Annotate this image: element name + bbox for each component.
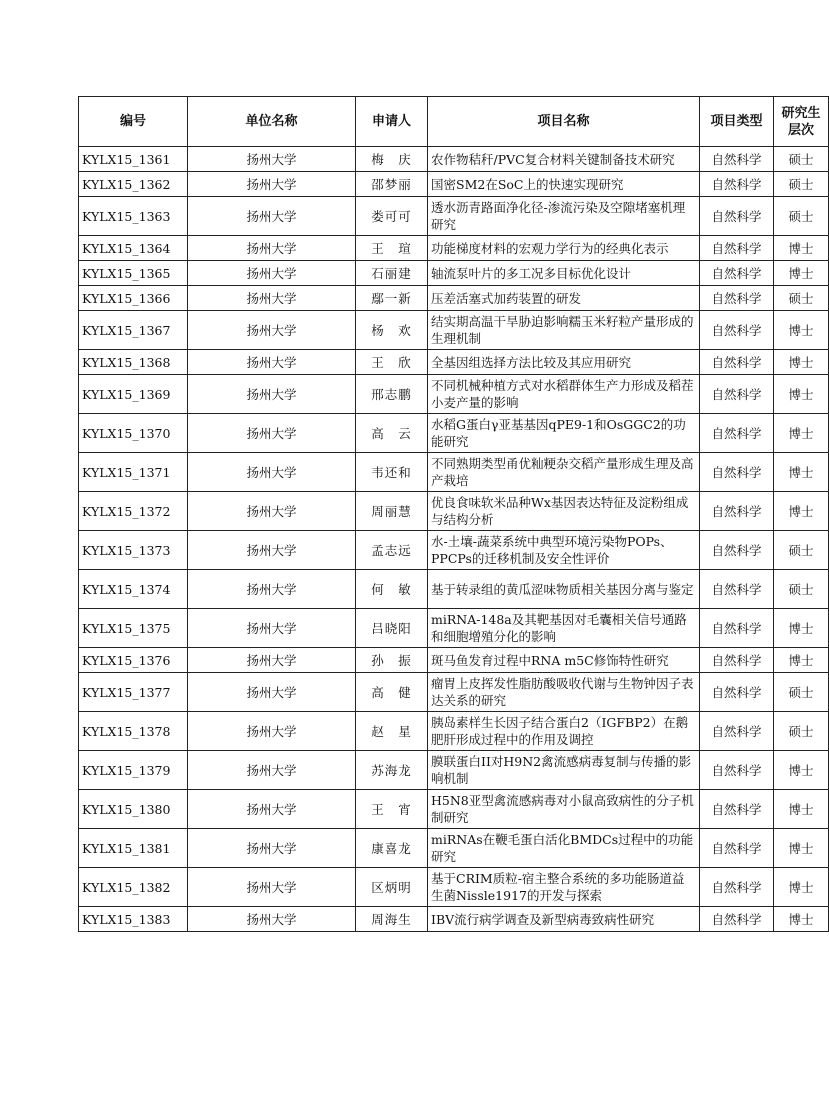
cell-applicant: 杨 欢 <box>356 311 428 350</box>
cell-unit: 扬州大学 <box>188 648 356 673</box>
table-row <box>79 868 829 907</box>
cell-applicant: 何 敏 <box>356 570 428 609</box>
cell-level: 博士 <box>774 790 829 829</box>
cell-code: KYLX15_1377 <box>79 673 188 712</box>
cell-unit: 扬州大学 <box>188 907 356 932</box>
cell-code: KYLX15_1370 <box>79 414 188 453</box>
table-row <box>79 531 829 570</box>
cell-project: 国密SM2在SoC上的快速实现研究 <box>428 172 700 197</box>
cell-code: KYLX15_1376 <box>79 648 188 673</box>
cell-level: 博士 <box>774 868 829 907</box>
cell-type: 自然科学 <box>700 673 774 712</box>
cell-level: 硕士 <box>774 172 829 197</box>
cell-project: 胰岛素样生长因子结合蛋白2（IGFBP2）在鹅肥肝形成过程中的作用及调控 <box>428 712 700 751</box>
header-level-line: 层次 <box>787 122 814 138</box>
cell-type: 自然科学 <box>700 531 774 570</box>
cell-code: KYLX15_1367 <box>79 311 188 350</box>
header-unit: 单位名称 <box>188 97 356 147</box>
cell-level: 博士 <box>774 907 829 932</box>
cell-type: 自然科学 <box>700 609 774 648</box>
cell-unit: 扬州大学 <box>188 414 356 453</box>
cell-unit: 扬州大学 <box>188 868 356 907</box>
cell-applicant: 邵梦丽 <box>356 172 428 197</box>
cell-unit: 扬州大学 <box>188 790 356 829</box>
cell-type: 自然科学 <box>700 868 774 907</box>
cell-applicant: 苏海龙 <box>356 751 428 790</box>
table-row <box>79 790 829 829</box>
cell-type: 自然科学 <box>700 453 774 492</box>
cell-code: KYLX15_1378 <box>79 712 188 751</box>
cell-level: 博士 <box>774 492 829 531</box>
table-row <box>79 453 829 492</box>
table-row <box>79 751 829 790</box>
cell-project: H5N8亚型禽流感病毒对小鼠高致病性的分子机制研究 <box>428 790 700 829</box>
table-row <box>79 492 829 531</box>
cell-unit: 扬州大学 <box>188 197 356 236</box>
cell-level: 硕士 <box>774 286 829 311</box>
cell-applicant: 王 瑄 <box>356 236 428 261</box>
table-row <box>79 907 829 932</box>
cell-applicant: 周海生 <box>356 907 428 932</box>
table-row <box>79 286 829 311</box>
cell-level: 硕士 <box>774 147 829 172</box>
cell-applicant: 韦还和 <box>356 453 428 492</box>
cell-project: 农作物秸秆/PVC复合材料关键制备技术研究 <box>428 147 700 172</box>
cell-type: 自然科学 <box>700 790 774 829</box>
cell-unit: 扬州大学 <box>188 236 356 261</box>
table-row <box>79 375 829 414</box>
cell-type: 自然科学 <box>700 147 774 172</box>
cell-project: 基于转录组的黄瓜涩味物质相关基因分离与鉴定 <box>428 570 700 609</box>
cell-applicant: 高 健 <box>356 673 428 712</box>
cell-project: 全基因组选择方法比较及其应用研究 <box>428 350 700 375</box>
cell-code: KYLX15_1382 <box>79 868 188 907</box>
table-body <box>79 147 829 932</box>
cell-project: 基于CRIM质粒-宿主整合系统的多功能肠道益生菌Nissle1917的开发与探索 <box>428 868 700 907</box>
table-row <box>79 147 829 172</box>
cell-type: 自然科学 <box>700 311 774 350</box>
cell-applicant: 孟志远 <box>356 531 428 570</box>
cell-applicant: 吕晓阳 <box>356 609 428 648</box>
cell-applicant: 高 云 <box>356 414 428 453</box>
cell-applicant: 孙 振 <box>356 648 428 673</box>
cell-project: 不同机械种植方式对水稻群体生产力形成及稻茬小麦产量的影响 <box>428 375 700 414</box>
cell-unit: 扬州大学 <box>188 531 356 570</box>
cell-code: KYLX15_1379 <box>79 751 188 790</box>
cell-code: KYLX15_1364 <box>79 236 188 261</box>
cell-applicant: 邢志鹏 <box>356 375 428 414</box>
cell-level: 硕士 <box>774 531 829 570</box>
cell-applicant: 区炳明 <box>356 868 428 907</box>
cell-level: 博士 <box>774 609 829 648</box>
cell-project: 水-土壤-蔬菜系统中典型环境污染物POPs、PPCPs的迁移机制及安全性评价 <box>428 531 700 570</box>
cell-code: KYLX15_1368 <box>79 350 188 375</box>
cell-project: 结实期高温干旱胁迫影响糯玉米籽粒产量形成的生理机制 <box>428 311 700 350</box>
cell-applicant: 鄢一新 <box>356 286 428 311</box>
cell-unit: 扬州大学 <box>188 609 356 648</box>
cell-project: 瘤胃上皮挥发性脂肪酸吸收代谢与生物钟因子表达关系的研究 <box>428 673 700 712</box>
cell-unit: 扬州大学 <box>188 829 356 868</box>
table-row <box>79 712 829 751</box>
cell-project: 功能梯度材料的宏观力学行为的经典化表示 <box>428 236 700 261</box>
table-row <box>79 648 829 673</box>
cell-level: 博士 <box>774 350 829 375</box>
cell-applicant: 王 欣 <box>356 350 428 375</box>
cell-type: 自然科学 <box>700 829 774 868</box>
cell-code: KYLX15_1362 <box>79 172 188 197</box>
cell-type: 自然科学 <box>700 172 774 197</box>
cell-type: 自然科学 <box>700 261 774 286</box>
cell-project: 透水沥青路面净化径-渗流污染及空隙堵塞机理研究 <box>428 197 700 236</box>
cell-project: 斑马鱼发育过程中RNA m5C修饰特性研究 <box>428 648 700 673</box>
cell-code: KYLX15_1369 <box>79 375 188 414</box>
cell-type: 自然科学 <box>700 492 774 531</box>
cell-unit: 扬州大学 <box>188 350 356 375</box>
cell-code: KYLX15_1363 <box>79 197 188 236</box>
cell-type: 自然科学 <box>700 350 774 375</box>
cell-applicant: 石丽建 <box>356 261 428 286</box>
cell-type: 自然科学 <box>700 648 774 673</box>
cell-project: IBV流行病学调查及新型病毒致病性研究 <box>428 907 700 932</box>
table-row <box>79 609 829 648</box>
cell-level: 博士 <box>774 453 829 492</box>
cell-project: 水稻G蛋白γ亚基基因qPE9-1和OsGGC2的功能研究 <box>428 414 700 453</box>
cell-level: 博士 <box>774 236 829 261</box>
header-applicant: 申请人 <box>356 97 428 147</box>
cell-type: 自然科学 <box>700 570 774 609</box>
cell-code: KYLX15_1365 <box>79 261 188 286</box>
cell-type: 自然科学 <box>700 197 774 236</box>
cell-type: 自然科学 <box>700 414 774 453</box>
cell-level: 博士 <box>774 261 829 286</box>
cell-applicant: 梅 庆 <box>356 147 428 172</box>
cell-project: 压差活塞式加药装置的研发 <box>428 286 700 311</box>
table-row <box>79 829 829 868</box>
cell-type: 自然科学 <box>700 375 774 414</box>
table-row <box>79 236 829 261</box>
cell-unit: 扬州大学 <box>188 311 356 350</box>
cell-project: miRNAs在鞭毛蛋白活化BMDCs过程中的功能研究 <box>428 829 700 868</box>
cell-level: 硕士 <box>774 197 829 236</box>
cell-level: 博士 <box>774 751 829 790</box>
cell-unit: 扬州大学 <box>188 261 356 286</box>
cell-project: 膜联蛋白II对H9N2禽流感病毒复制与传播的影响机制 <box>428 751 700 790</box>
cell-project: 不同熟期类型甬优籼粳杂交稻产量形成生理及高产栽培 <box>428 453 700 492</box>
header-level <box>774 97 829 147</box>
cell-code: KYLX15_1380 <box>79 790 188 829</box>
cell-code: KYLX15_1366 <box>79 286 188 311</box>
document-page <box>78 96 821 932</box>
cell-type: 自然科学 <box>700 236 774 261</box>
cell-applicant: 康喜龙 <box>356 829 428 868</box>
cell-level: 博士 <box>774 311 829 350</box>
cell-unit: 扬州大学 <box>188 673 356 712</box>
table-row <box>79 311 829 350</box>
table-row <box>79 261 829 286</box>
table-row <box>79 172 829 197</box>
project-table <box>78 96 829 932</box>
cell-unit: 扬州大学 <box>188 453 356 492</box>
cell-unit: 扬州大学 <box>188 147 356 172</box>
cell-code: KYLX15_1374 <box>79 570 188 609</box>
cell-type: 自然科学 <box>700 907 774 932</box>
table-row <box>79 414 829 453</box>
cell-level: 硕士 <box>774 673 829 712</box>
cell-code: KYLX15_1361 <box>79 147 188 172</box>
cell-level: 硕士 <box>774 570 829 609</box>
cell-type: 自然科学 <box>700 751 774 790</box>
cell-project: 优良食味软米品种Wx基因表达特征及淀粉组成与结构分析 <box>428 492 700 531</box>
cell-project: miRNA-148a及其靶基因对毛囊相关信号通路和细胞增殖分化的影响 <box>428 609 700 648</box>
table-row <box>79 350 829 375</box>
table-row <box>79 673 829 712</box>
header-code: 编号 <box>79 97 188 147</box>
cell-type: 自然科学 <box>700 712 774 751</box>
cell-applicant: 王 宵 <box>356 790 428 829</box>
cell-unit: 扬州大学 <box>188 492 356 531</box>
cell-project: 轴流泵叶片的多工况多目标优化设计 <box>428 261 700 286</box>
cell-level: 博士 <box>774 829 829 868</box>
cell-code: KYLX15_1381 <box>79 829 188 868</box>
cell-unit: 扬州大学 <box>188 751 356 790</box>
cell-level: 博士 <box>774 648 829 673</box>
cell-applicant: 娄可可 <box>356 197 428 236</box>
cell-unit: 扬州大学 <box>188 712 356 751</box>
cell-code: KYLX15_1373 <box>79 531 188 570</box>
cell-level: 硕士 <box>774 712 829 751</box>
cell-code: KYLX15_1372 <box>79 492 188 531</box>
cell-type: 自然科学 <box>700 286 774 311</box>
cell-code: KYLX15_1383 <box>79 907 188 932</box>
table-row <box>79 570 829 609</box>
cell-code: KYLX15_1375 <box>79 609 188 648</box>
cell-applicant: 周丽慧 <box>356 492 428 531</box>
header-project: 项目名称 <box>428 97 700 147</box>
header-type: 项目类型 <box>700 97 774 147</box>
cell-level: 博士 <box>774 414 829 453</box>
cell-level: 博士 <box>774 375 829 414</box>
cell-code: KYLX15_1371 <box>79 453 188 492</box>
header-level-line: 研究生 <box>781 105 821 121</box>
table-row <box>79 197 829 236</box>
cell-unit: 扬州大学 <box>188 286 356 311</box>
cell-unit: 扬州大学 <box>188 375 356 414</box>
cell-applicant: 赵 星 <box>356 712 428 751</box>
cell-unit: 扬州大学 <box>188 172 356 197</box>
header-row <box>79 97 829 147</box>
cell-unit: 扬州大学 <box>188 570 356 609</box>
